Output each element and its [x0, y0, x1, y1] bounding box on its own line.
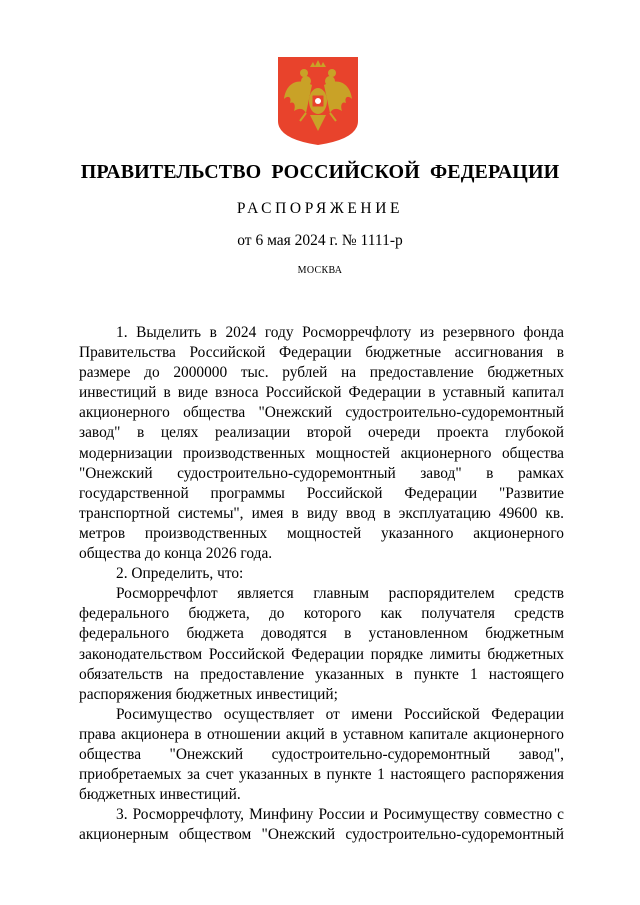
coat-of-arms-icon [276, 55, 360, 147]
paragraph-1: 1. Выделить в 2024 году Росморречфлоту из резервного фонда Правительства Российской Федерации бюджетные ассигнования в размере до 2000000 тыс. рублей на предоставление бюджетных инвестиций в виде взноса Российской Федерации в уставный капитал акционерного общества "Онежский судостроительно-судоремонтный завод" в целях реализации второй очереди проекта глубокой модернизации производственных мощностей акционерного общества "Онежский судостроительно-судоремонтный завод" в рамках государственной программы Российской Федерации "Развитие транспортной системы", имея в виду ввод в эксплуатацию 49600 кв. метров производственных мощностей указанного акционерного общества до конца 2026 года. [79, 324, 564, 563]
paragraph-3: 3. Росморречфлоту, Минфину России и Росимуществу совместно с акционерным обществом "Онежский судостроительно-судоремонтный [79, 806, 564, 844]
document-body [79, 323, 564, 845]
document-type: РАСПОРЯЖЕНИЕ [236, 200, 404, 217]
document-date-number: от 6 мая 2024 г. № 1111-р [237, 232, 403, 249]
paragraph-2-item-2: Росимущество осуществляет от имени Российской Федерации права акционера в отношении акций в уставном капитале акционерного общества "Онежский судостроительно-судоремонтный завод", приобретаемых за счет указанных в пункте 1 настоящего распоряжения бюджетных инвестиций. [79, 705, 564, 804]
paragraph-2-item-1: Росморречфлот является главным распорядителем средств федерального бюджета, до которого как получателя средств федерального бюджета доводятся в установленном бюджетным законодательством Российской Федерации порядке лимиты бюджетных обязательств на предоставление указанных в пункте 1 настоящего распоряжения бюджетных инвестиций; [79, 585, 564, 703]
government-title: ПРАВИТЕЛЬСТВО РОССИЙСКОЙ ФЕДЕРАЦИИ [80, 161, 560, 183]
paragraph-2: 2. Определить, что: [116, 565, 244, 583]
document-city: МОСКВА [297, 265, 343, 276]
